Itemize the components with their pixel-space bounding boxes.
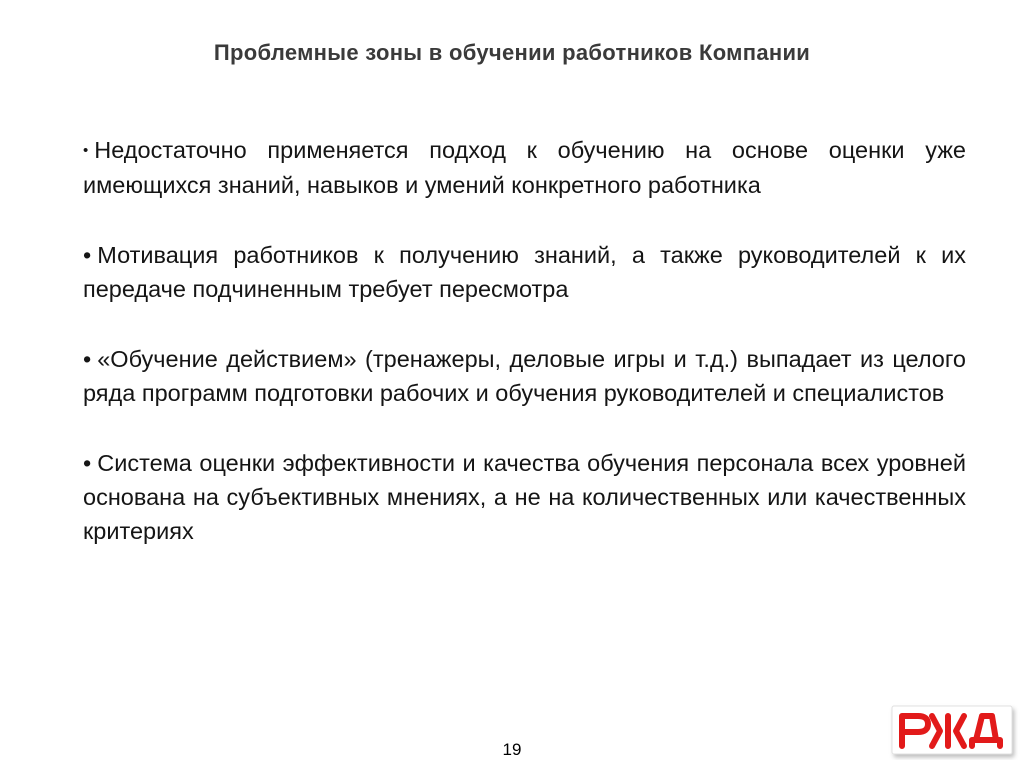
bullet-text: Мотивация работников к получению знаний, а также руководителей к их передаче подчиненным требует пересмотра	[83, 242, 966, 302]
rzd-logo-icon	[888, 702, 1020, 760]
bullet-text: «Обучение действием» (тренажеры, деловые игры и т.д.) выпадает из целого ряда программ подготовки рабочих и обучения руководителей и специалистов	[83, 346, 966, 406]
bullet-marker: •	[83, 242, 92, 268]
bullet-list	[83, 133, 966, 584]
bullet-text: Система оценки эффективности и качества обучения персонала всех уровней основана на субъективных мнениях, а не на количественных или качественных критериях	[83, 450, 966, 544]
bullet-item	[83, 133, 966, 202]
page-number: 19	[502, 740, 522, 759]
bullet-item	[83, 446, 966, 548]
bullet-text: Недостаточно применяется подход к обучению на основе оценки уже имеющихся знаний, навыков и умений конкретного работника	[83, 137, 966, 198]
bullet-marker: •	[83, 346, 92, 372]
bullet-marker: •	[83, 142, 89, 159]
slide-title: Проблемные зоны в обучении работников Компании	[213, 40, 811, 65]
bullet-item	[83, 342, 966, 410]
bullet-marker: •	[83, 450, 92, 476]
bullet-item	[83, 238, 966, 306]
